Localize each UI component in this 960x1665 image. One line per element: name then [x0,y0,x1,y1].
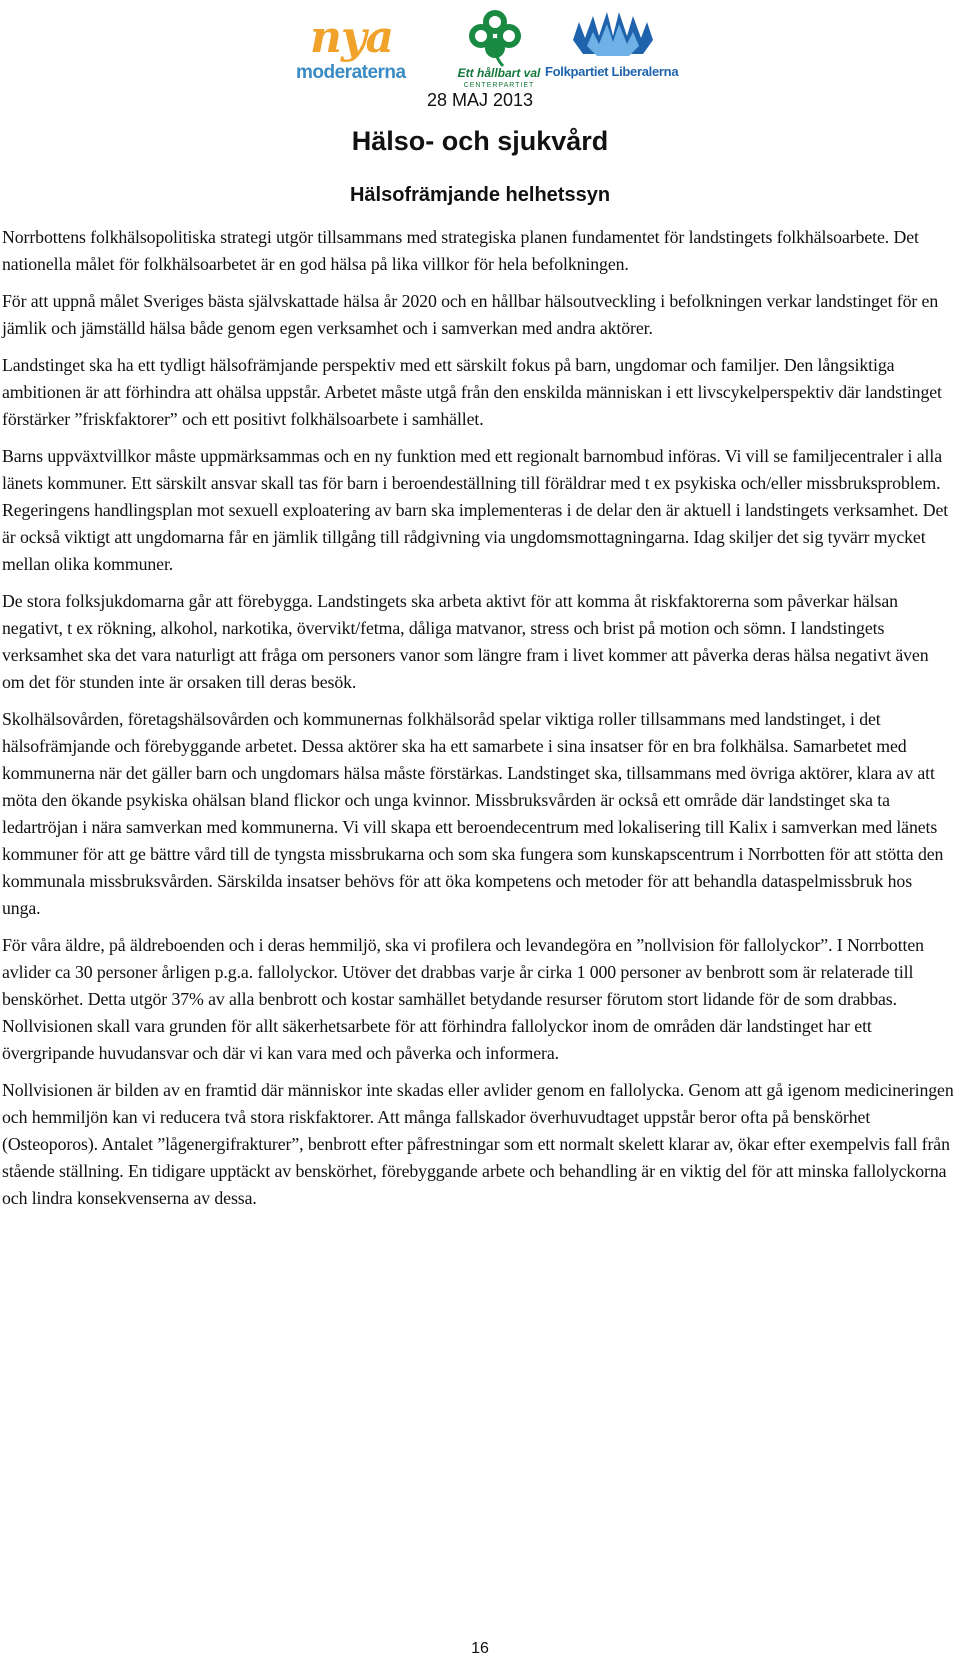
paragraph: Barns uppväxtvillkor måste uppmärksammas och en ny funktion med ett regionalt barnombud införas. Vi vill se familjecentraler i alla länets kommuner. Ett särskilt ansvar skall tas för barn i beroendeställning till föräldrar med t ex psykiska och/eller missbruksproblem. Regeringens handlingsplan mot sexuell exploatering av barn ska implementeras i de delar den är aktuell i landstingets verksamhet. Det är också viktigt att ungdomarna får en jämlik tillgång till rådgivning via ungdomsmottagningarna. Idag skiljer det sig tyvärr mycket mellan olika kommuner. [2,446,949,574]
centerpartiet-logo [445,6,545,96]
page-number: 16 [471,1640,489,1657]
paragraph: Landstinget ska ha ett tydligt hälsofrämjande perspektiv med ett särskilt fokus på barn, ungdomar och familjer. Den långsiktiga ambitionen är att förhindra att ohälsa uppstår. Arbetet måste utgå från den enskilda människan i ett livscykelperspektiv där landstinget förstärker ”friskfaktorer” och ett positivt folkhälsoarbete i samhället. [2,355,942,429]
paragraph: För att uppnå målet Sveriges bästa självskattade hälsa år 2020 och en hållbar hälsoutveckling i befolkningen verkar landstinget för en jämlik och jämställd hälsa både genom egen verksamhet och i samverkan med andra aktörer. [2,291,939,338]
clover-icon [445,6,545,68]
folkpartiet-logo [545,6,685,86]
page-title: Hälso- och sjukvård [351,126,609,156]
paragraph: Norrbottens folkhälsopolitiska strategi utgör tillsammans med strategiska planen fundamentet för landstingets folkhälsoarbete. Det nationella målet för folkhälsoarbetet är en god hälsa på lika villkor för hela befolkningen. [2,227,919,274]
moderaterna-logo-nya-text: nya [310,12,394,63]
document-header [0,0,960,125]
centerpartiet-logo-name: CENTERPARTIET [463,82,535,89]
body-text [2,224,954,1222]
document-date: 28 MAJ 2013 [427,90,534,110]
paragraph: För våra äldre, på äldreboenden och i deras hemmiljö, ska vi profilera och levandegöra en ”nollvision för fallolyckor”. I Norrbotten avlider ca 30 personer årligen p.g.a. fallolyckor. Utöver det drabbas varje år cirka 1 000 personer av benbrott som är relaterade till benskörhet. Detta utgör 37% av alla benbrott och kostar samhället betydande resurser förutom stort lidande för de som drabbas. Nollvisionen skall vara grunden för allt säkerhetsarbete för att förhindra fallolyckor inom de områden där landstinget har ett övergripande huvudansvar och där vi kan vara med och påverka och informera. [2,935,924,1063]
paragraph: Nollvisionen är bilden av en framtid där människor inte skadas eller avlider genom en fallolycka. Genom att gå igenom medicineringen och hemmiljön kan vi reducera två stora riskfaktorer. Att många fallskador överhuvudtaget uppstår beror ofta på benskörhet (Osteoporos). Antalet ”lågenergifrakturer”, benbrott efter påfrestningar som ett normalt skelett klarar av, ökar efter exempelvis fall från stående ställning. En tidigare upptäckt av benskörhet, förebyggande arbete och behandling är en viktig del för att minska fallolyckorna och lindra konsekvenserna av dessa. [2,1080,954,1208]
paragraph: Skolhälsovården, företagshälsovården och kommunernas folkhälsoråd spelar viktiga roller tillsammans med landstinget, i det hälsofrämjande och förebyggande arbetet. Dessa aktörer ska ha ett samarbete i sina insatser för en bra folkhälsa. Samarbetet med kommunerna när det gäller barn och ungdomars hälsa måste förstärkas. Landstinget ska, tillsammans med övriga aktörer, klara av att möta den ökande psykiska ohälsan bland flickor och unga kvinnor. Missbruksvården är också ett område där landstinget ska ta ledartröjan i nära samverkan med kommunerna. Vi vill skapa ett beroendecentrum med lokalisering till Kalix i samverkan med länets kommuner för att ge bättre vård till de tyngsta missbrukarna och som ska fungera som kunskapscentrum i Norrbotten för att stötta den kommunala missbruksvården. Särskilda insatser behövs för att öka kompetens och metoder för att behandla dataspelmissbruk hos unga. [2,709,944,918]
folkpartiet-logo-name: Folkpartiet Liberalerna [545,64,679,79]
centerpartiet-logo-slogan: Ett hållbart val [457,66,541,80]
cornflower-icon [563,10,663,64]
section-heading: Hälsofrämjande helhetssyn [349,184,611,206]
paragraph: De stora folksjukdomarna går att förebygga. Landstingets ska arbeta aktivt för att komma åt riskfaktorerna som påverkar hälsan negativt, t ex rökning, alkohol, narkotika, övervikt/fetma, dåliga matvanor, stress och brist på motion och sömn. I landstingets verksamhet ska det vara naturligt att fråga om personers vanor som längre fram i livet kommer att påverka deras hälsa negativt även om det för stunden inte är orsaken till deras besök. [2,591,929,692]
moderaterna-logo [296,6,426,86]
moderaterna-logo-name-text: moderaterna [296,62,406,83]
